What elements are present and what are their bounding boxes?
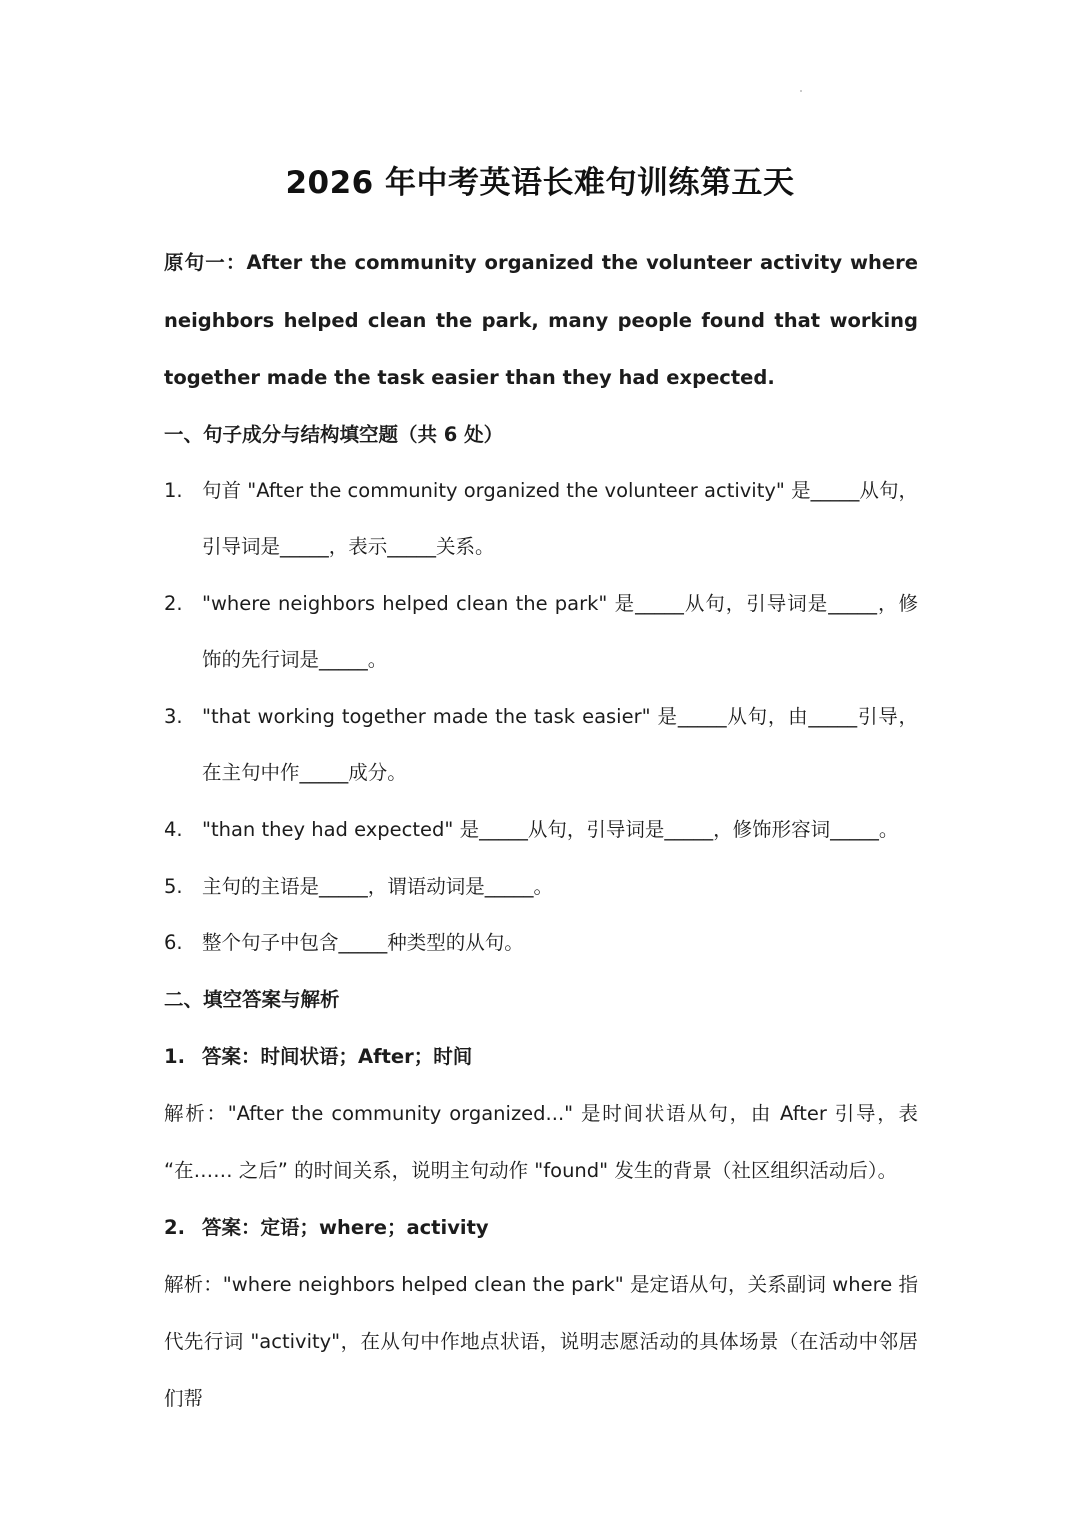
answer-heading — [164, 1028, 918, 1085]
question-number: 1. — [164, 478, 183, 502]
section-heading-exercises: 一、句子成分与结构填空题（共 6 处） — [164, 422, 504, 446]
page-title: 2026 年中考英语长难句训练第五天 — [285, 165, 795, 201]
answer-analysis: 解析："where neighbors helped clean the park" 是定语从句，关系副词 where 指代先行词 "activity"，在从句中作地点状语，说明志愿活动的具体场景（在活动中邻居们帮 — [164, 1272, 918, 1410]
question-number: 4. — [164, 818, 183, 842]
question-text: 主句的主语是_____，谓语动词是_____。 — [202, 874, 554, 898]
question-text: "that working together made the task easier" 是_____从句，由_____引导，在主句中作_____成分。 — [202, 704, 918, 785]
original-sentence-label: 原句一： — [164, 251, 247, 274]
question-item — [164, 576, 918, 689]
question-number: 2. — [164, 591, 183, 615]
question-number: 3. — [164, 704, 183, 728]
question-text: 整个句子中包含_____种类型的从句。 — [202, 931, 524, 955]
document-body — [164, 234, 918, 1427]
answer-analysis: 解析："After the community organized..." 是时间状语从句，由 After 引导，表 “在…… 之后” 的时间关系，说明主句动作 "found" 发生的背景（社区组织活动后）。 — [164, 1101, 918, 1182]
answer-number: 2. — [164, 1215, 185, 1239]
question-number: 6. — [164, 931, 183, 955]
question-item — [164, 915, 918, 972]
question-text: "than they had expected" 是_____从句，引导词是_____，修饰形容词_____。 — [202, 818, 899, 842]
question-text: "where neighbors helped clean the park" 是_____从句，引导词是_____，修饰的先行词是_____。 — [202, 591, 918, 672]
answer-text: 答案：时间状语；After；时间 — [202, 1044, 473, 1068]
original-sentence — [164, 234, 918, 407]
question-item — [164, 463, 918, 576]
question-item — [164, 689, 918, 802]
answer-number: 1. — [164, 1044, 185, 1068]
question-item — [164, 859, 918, 916]
question-item — [164, 802, 918, 859]
question-number: 5. — [164, 874, 183, 898]
original-sentence-text: After the community organized the volunteer activity where neighbors helped clean the park, many people found that working together made the task easier than they had expected. — [164, 251, 918, 389]
scan-speck — [800, 90, 802, 92]
question-text: 句首 "After the community organized the volunteer activity" 是_____从句，引导词是_____，表示_____关系。 — [202, 478, 918, 559]
answer-text: 答案：定语；where；activity — [202, 1215, 489, 1239]
answer-heading — [164, 1199, 918, 1256]
section-heading-answers: 二、填空答案与解析 — [164, 987, 340, 1011]
